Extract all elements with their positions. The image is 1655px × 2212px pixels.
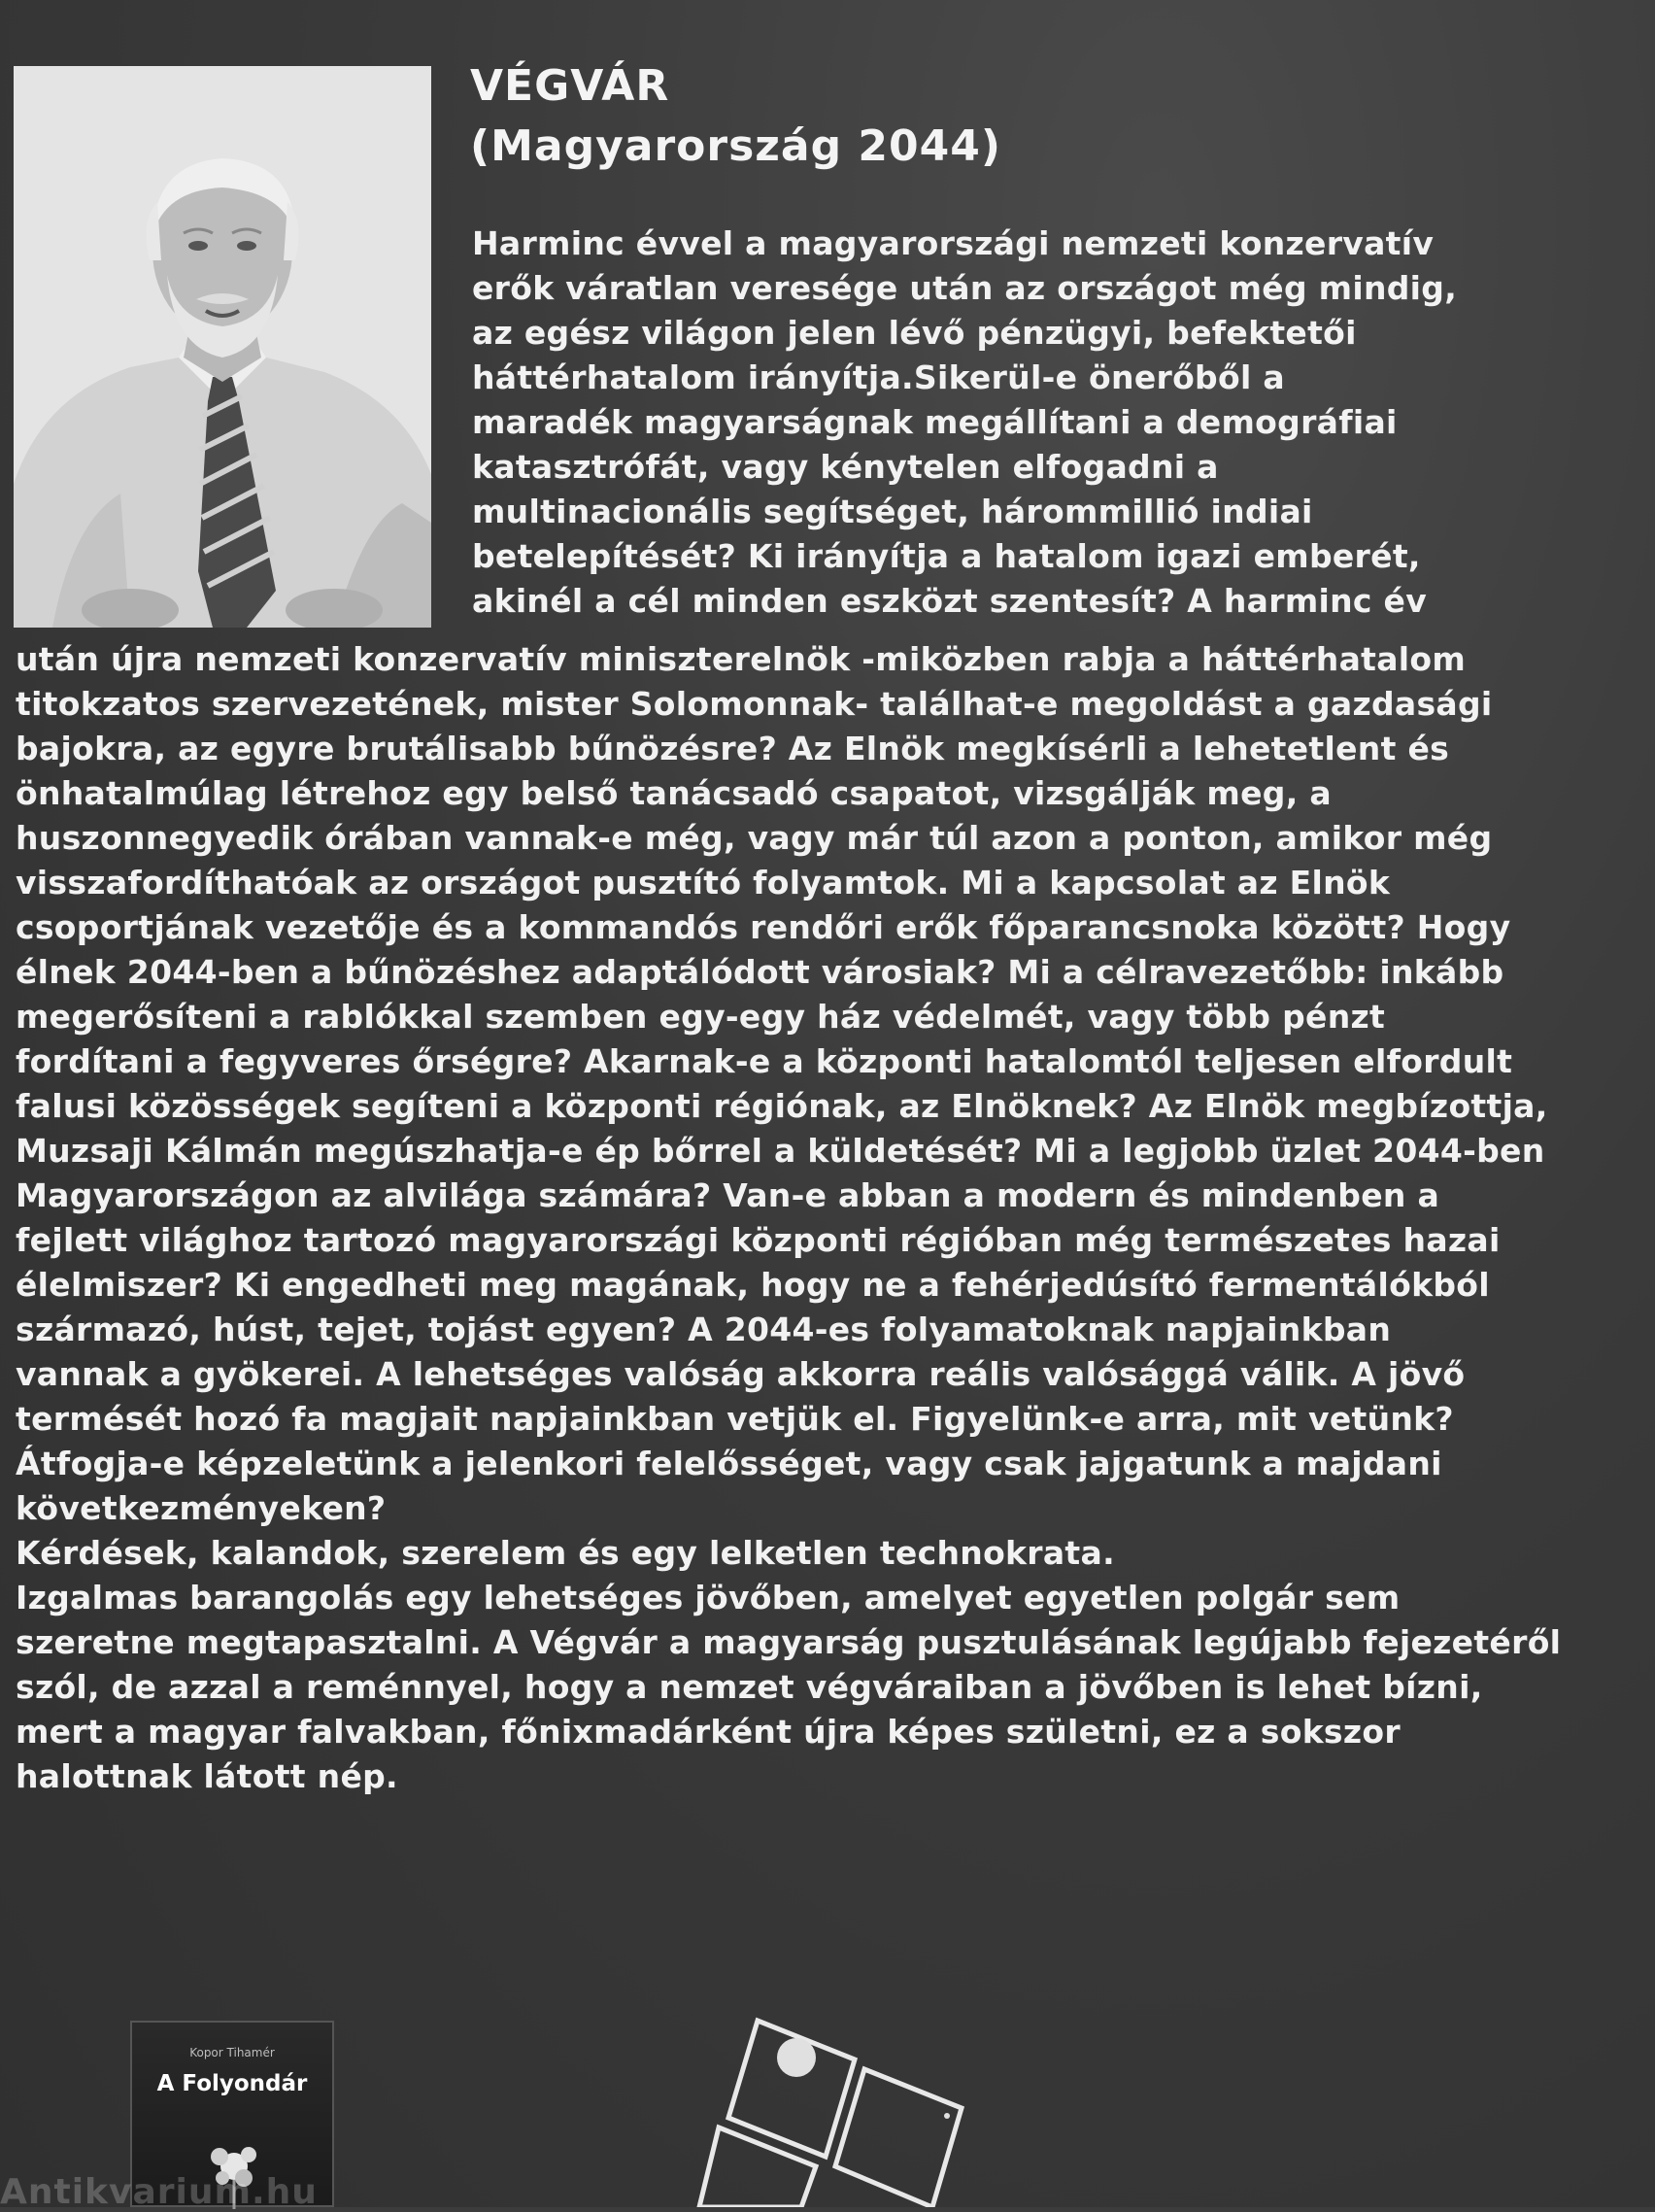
text-line: szeretne megtapasztalni. A Végvár a magyarság pusztulásának legújabb fejezetéről bbox=[16, 1623, 1562, 1661]
book-author: Kopor Tihamér bbox=[189, 2046, 275, 2059]
text-line: katasztrófát, vagy kénytelen elfogadni a bbox=[472, 448, 1219, 486]
author-photo bbox=[14, 66, 431, 628]
text-line: halottnak látott nép. bbox=[16, 1757, 398, 1795]
book-subtitle: (Magyarország 2044) bbox=[470, 121, 1001, 171]
publisher-logo bbox=[680, 2001, 1049, 2207]
text-line: bajokra, az egyre brutálisabb bűnözésre? Az Elnök megkísérli a lehetetlent és bbox=[16, 730, 1450, 767]
book-title: VÉGVÁR bbox=[470, 61, 670, 111]
text-line: fejlett világhoz tartozó magyarországi központi régióban még természetes hazai bbox=[16, 1221, 1501, 1259]
text-line: élelmiszer? Ki engedheti meg magának, hogy ne a fehérjedúsító fermentálókból bbox=[16, 1266, 1490, 1304]
watermark: Antikvarium.hu bbox=[0, 2172, 318, 2212]
text-line: következményeken? bbox=[16, 1489, 387, 1527]
text-line: termését hozó fa magjait napjainkban vetjük el. Figyelünk-e arra, mit vetünk? bbox=[16, 1400, 1454, 1438]
text-line: betelepítését? Ki irányítja a hatalom igazi emberét, bbox=[472, 537, 1421, 575]
text-line: fordítani a fegyveres őrségre? Akarnak-e a központi hatalomtól teljesen elfordult bbox=[16, 1042, 1513, 1080]
text-line: Kérdések, kalandok, szerelem és egy lelketlen technokrata. bbox=[16, 1534, 1115, 1572]
blurb-right-column bbox=[472, 221, 1457, 624]
text-line: akinél a cél minden eszközt szentesít? A harminc év bbox=[472, 582, 1428, 620]
blurb-full-width bbox=[16, 637, 1561, 1799]
text-line: maradék magyarságnak megállítani a demográfiai bbox=[472, 403, 1398, 441]
text-line: megerősíteni a rablókkal szemben egy-egy ház védelmét, vagy több pénzt bbox=[16, 998, 1386, 1036]
text-line: mert a magyar falvakban, főnixmadárként újra képes születni, ez a sokszor bbox=[16, 1713, 1401, 1751]
text-line: Muzsaji Kálmán megúszhatja-e ép bőrrel a küldetését? Mi a legjobb üzlet 2044-ben bbox=[16, 1132, 1545, 1170]
text-line: után újra nemzeti konzervatív miniszterelnök -miközben rabja a háttérhatalom bbox=[16, 640, 1467, 678]
text-line: titokzatos szervezetének, mister Solomonnak- találhat-e megoldást a gazdasági bbox=[16, 685, 1493, 723]
text-line: erők váratlan veresége után az országot még mindig, bbox=[472, 269, 1458, 307]
text-line: vannak a gyökerei. A lehetséges valóság akkorra reális valósággá válik. A jövő bbox=[16, 1355, 1466, 1393]
text-line: csoportjának vezetője és a kommandós rendőri erők főparancsnoka között? Hogy bbox=[16, 908, 1511, 946]
text-line: falusi közösségek segíteni a központi régiónak, az Elnöknek? Az Elnök megbízottja, bbox=[16, 1087, 1548, 1125]
text-line: élnek 2044-ben a bűnözéshez adaptálódott városiak? Mi a célravezetőbb: inkább bbox=[16, 953, 1504, 991]
text-line: önhatalmúlag létrehoz egy belső tanácsadó csapatot, vizsgálják meg, a bbox=[16, 774, 1332, 812]
text-line: Magyarországon az alvilága számára? Van-e abban a modern és mindenben a bbox=[16, 1176, 1440, 1214]
text-line: huszonnegyedik órában vannak-e még, vagy már túl azon a ponton, amikor még bbox=[16, 819, 1493, 857]
text-line: származó, húst, tejet, tojást egyen? A 2044-es folyamatoknak napjainkban bbox=[16, 1310, 1392, 1348]
text-line: az egész világon jelen lévő pénzügyi, befektetői bbox=[472, 314, 1357, 352]
text-line: multinacionális segítséget, hárommillió indiai bbox=[472, 493, 1313, 530]
book-thumbnail-title: A Folyondár bbox=[156, 2071, 308, 2096]
text-line: Harminc évvel a magyarországi nemzeti konzervatív bbox=[472, 224, 1435, 262]
text-line: szól, de azzal a reménnyel, hogy a nemzet végváraiban a jövőben is lehet bízni, bbox=[16, 1668, 1483, 1706]
text-line: visszafordíthatóak az országot pusztító folyamtok. Mi a kapcsolat az Elnök bbox=[16, 864, 1391, 902]
text-line: Átfogja-e képzeletünk a jelenkori felelősséget, vagy csak jajgatunk a majdani bbox=[16, 1445, 1442, 1482]
text-line: Izgalmas barangolás egy lehetséges jövőben, amelyet egyetlen polgár sem bbox=[16, 1579, 1401, 1616]
text-line: háttérhatalom irányítja.Sikerül-e önerőből a bbox=[472, 358, 1285, 396]
